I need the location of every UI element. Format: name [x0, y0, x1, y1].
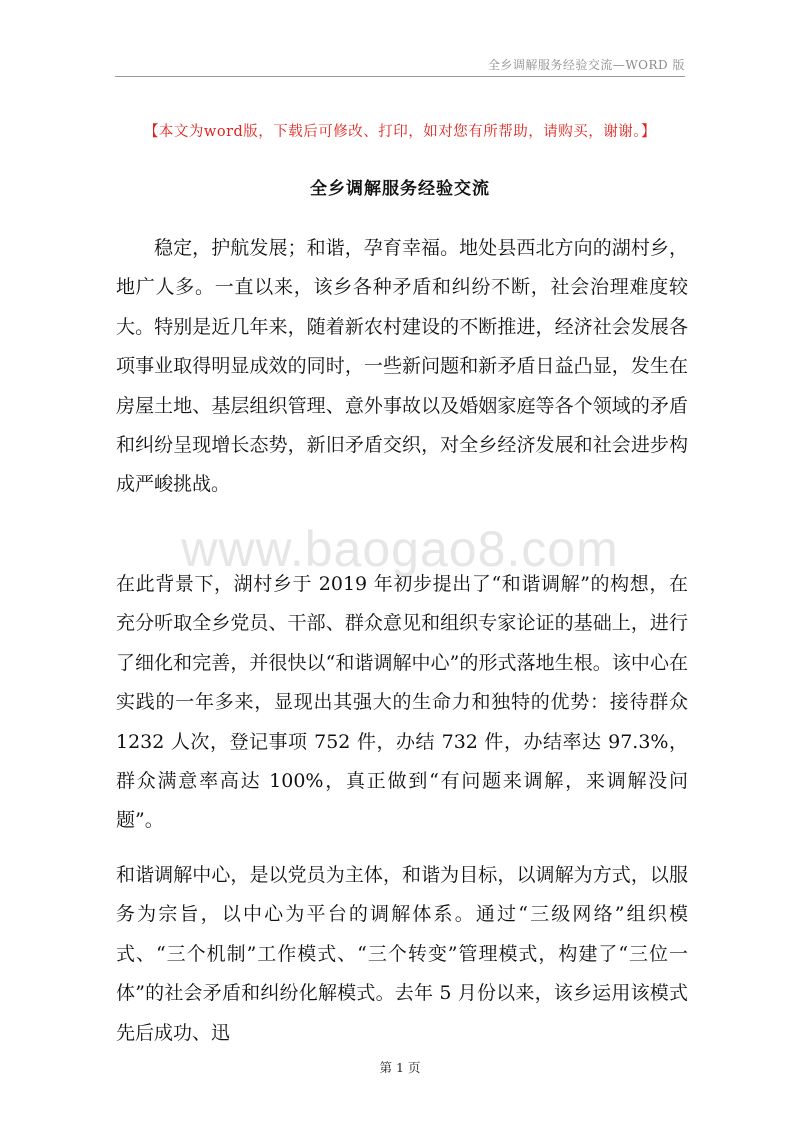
watermark-text: www.baogao8.com: [181, 521, 619, 577]
paragraph-3: 和谐调解中心，是以党员为主体，和谐为目标，以调解为方式，以服务为宗旨，以中心为平台的调解体系。通过“三级网络”组织模式、“三个机制”工作模式、“三个转变”管理模式，构建了“三位一体”的社会矛盾和纠纷化解模式。去年 5 月份以来，该乡运用该模式先后成功、迅: [116, 864, 688, 1044]
paragraph-1: 稳定，护航发展；和谐，孕育幸福。地处县西北方向的湖村乡，地广人多。一直以来，该乡各种矛盾和纠纷不断，社会治理难度较大。特别是近几年来，随着新农村建设的不断推进，经济社会发展各项事业取得明显成效的同时，一些新问题和新矛盾日益凸显，发生在房屋土地、基层组织管理、意外事故以及婚姻家庭等各个领域的矛盾和纠纷呈现增长态势，新旧矛盾交织，对全乡经济发展和社会进步构成严峻挑战。: [116, 237, 688, 496]
download-notice: 【本文为word版，下载后可修改、打印，如对您有所帮助，请购买，谢谢。】: [143, 124, 657, 140]
document-title: 全乡调解服务经验交流: [310, 179, 490, 199]
paragraph-2: 在此背景下，湖村乡于 2019 年初步提出了“和谐调解”的构想，在充分听取全乡党员、干部、群众意见和组织专家论证的基础上，进行了细化和完善，并很快以“和谐调解中心”的形式落地生根。该中心在实践的一年多来，显现出其强大的生命力和独特的优势：接待群众 1232 人次，登记事项 752 件，办结 732 件，办结率达 97.3%，群众满意率高达 100%，真正做到“有问题来调解，来调解没问题”。: [116, 573, 688, 832]
page-number: 第 1 页: [379, 1060, 421, 1075]
header-divider: [115, 76, 685, 77]
running-header-title: 全乡调解服务经验交流—WORD 版: [487, 58, 685, 72]
